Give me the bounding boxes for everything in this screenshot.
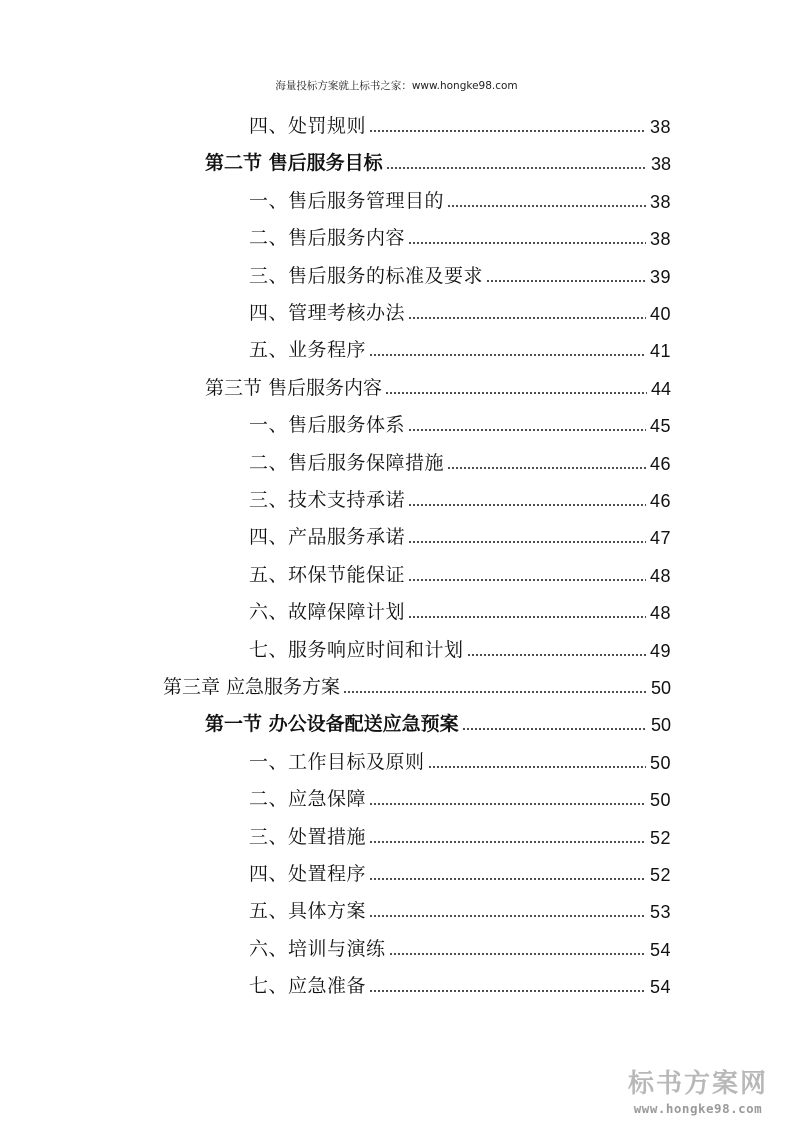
toc-dot-leader (369, 130, 646, 132)
toc-entry[interactable] (249, 624, 671, 660)
toc-entry-label: 二、售后服务内容 (249, 227, 406, 250)
toc-entry-label: 六、故障保障计划 (249, 601, 406, 624)
toc-entry-label: 七、服务响应时间和计划 (249, 638, 464, 661)
toc-entry[interactable] (249, 175, 671, 211)
toc-dot-leader (389, 953, 646, 955)
toc-page-number: 38 (649, 117, 671, 137)
toc-entry[interactable] (249, 324, 671, 360)
toc-page-number: 41 (649, 341, 671, 362)
toc-page-number: 52 (649, 827, 671, 848)
toc-page-number: 54 (649, 977, 671, 998)
watermark-title: 标书方案网 (627, 1069, 768, 1100)
toc-entry[interactable] (249, 511, 671, 547)
toc-entry[interactable] (249, 212, 671, 248)
toc-dot-leader (408, 579, 646, 581)
toc-entry[interactable] (249, 960, 671, 996)
toc-page-number: 53 (649, 902, 671, 923)
toc-entry[interactable] (249, 923, 671, 959)
toc-entry-label: 第二节 售后服务目标 (205, 152, 383, 175)
toc-entry[interactable] (205, 362, 671, 398)
toc-entry[interactable] (249, 586, 671, 622)
toc-dot-leader (369, 990, 646, 992)
toc-entry-label: 四、管理考核办法 (249, 302, 406, 324)
toc-dot-leader (369, 841, 646, 843)
toc-entry-label: 三、技术支持承诺 (249, 489, 406, 511)
toc-entry-label: 五、环保节能保证 (249, 563, 406, 586)
toc-page-number: 48 (649, 565, 671, 586)
toc-entry-label: 六、培训与演练 (249, 937, 386, 960)
toc-dot-leader (428, 766, 646, 768)
toc-entry[interactable] (249, 848, 671, 884)
toc-entry-label: 三、售后服务的标准及要求 (249, 264, 484, 287)
toc-entry-label: 二、售后服务保障措施 (249, 451, 445, 474)
toc-entry[interactable] (249, 736, 671, 772)
toc-entry-label: 四、处置程序 (249, 863, 367, 885)
toc-dot-leader (369, 354, 646, 356)
toc-page-number: 47 (649, 528, 671, 549)
toc-page-number: 52 (649, 865, 671, 885)
toc-entry[interactable] (249, 549, 671, 585)
toc-dot-leader (462, 728, 647, 730)
toc-entry[interactable] (205, 137, 671, 173)
toc-entry[interactable] (163, 661, 671, 697)
toc-entry-label: 第三章 应急服务方案 (163, 676, 341, 698)
toc-page-number: 40 (649, 304, 671, 324)
toc-entry-label: 五、具体方案 (249, 900, 367, 923)
toc-dot-leader (385, 392, 647, 394)
page-header: 海量投标方案就上标书之家：www.hongke98.com (275, 80, 518, 92)
toc-entry-label: 二、应急保障 (249, 788, 367, 811)
toc-page-number: 45 (649, 416, 671, 437)
toc-dot-leader (369, 803, 646, 805)
toc-entry[interactable] (249, 811, 671, 847)
toc-entry[interactable] (249, 250, 671, 286)
toc-dot-leader (408, 317, 646, 319)
toc-dot-leader (369, 878, 646, 880)
toc-page-number: 50 (650, 715, 671, 736)
watermark-logo (613, 1070, 783, 1116)
toc-page-number: 48 (649, 603, 671, 624)
toc-page-number: 38 (649, 191, 671, 212)
toc-dot-leader (408, 616, 646, 618)
toc-entry-label: 五、业务程序 (249, 339, 367, 362)
toc-entry-label: 四、产品服务承诺 (249, 526, 406, 549)
toc-page-number: 50 (649, 752, 671, 773)
toc-entry-label: 一、售后服务体系 (249, 414, 406, 437)
watermark-url: www.hongke98.com (633, 1101, 763, 1116)
toc-entry[interactable] (205, 698, 671, 734)
toc-dot-leader (369, 915, 646, 917)
toc-entry[interactable] (249, 100, 671, 136)
toc-entry-label: 一、工作目标及原则 (249, 750, 425, 773)
toc-entry[interactable] (249, 474, 671, 510)
toc-page-number: 54 (649, 939, 671, 960)
toc-entry-label: 三、处置措施 (249, 825, 367, 848)
toc-dot-leader (486, 280, 646, 282)
toc-entry[interactable] (249, 885, 671, 921)
toc-entry-label: 七、应急准备 (249, 975, 367, 998)
toc-page-number: 44 (650, 378, 671, 399)
toc-page-number: 38 (649, 229, 671, 250)
toc-page-number: 50 (649, 790, 671, 811)
toc-dot-leader (408, 429, 646, 431)
toc-page-number: 46 (649, 453, 671, 474)
toc-entry-label: 第三节 售后服务内容 (205, 376, 383, 399)
toc-dot-leader (408, 541, 646, 543)
toc-dot-leader (343, 691, 647, 693)
toc-dot-leader (408, 504, 646, 506)
toc-page-number: 46 (649, 491, 671, 511)
toc-dot-leader (447, 205, 646, 207)
toc-dot-leader (447, 467, 646, 469)
toc-page-number: 39 (649, 266, 671, 287)
toc-entry[interactable] (249, 399, 671, 435)
toc-entry-label: 四、处罚规则 (249, 115, 367, 137)
toc-dot-leader (408, 242, 646, 244)
toc-dot-leader (386, 167, 647, 169)
toc-entry-label: 一、售后服务管理目的 (249, 189, 445, 212)
toc-page-number: 49 (649, 640, 671, 661)
toc-page-number: 50 (650, 678, 671, 698)
toc-entry[interactable] (249, 437, 671, 473)
toc-dot-leader (467, 654, 646, 656)
toc-entry-label: 第一节 办公设备配送应急预案 (205, 713, 459, 736)
toc-entry[interactable] (249, 773, 671, 809)
toc-page-number: 38 (650, 154, 671, 175)
toc-entry[interactable] (249, 287, 671, 323)
